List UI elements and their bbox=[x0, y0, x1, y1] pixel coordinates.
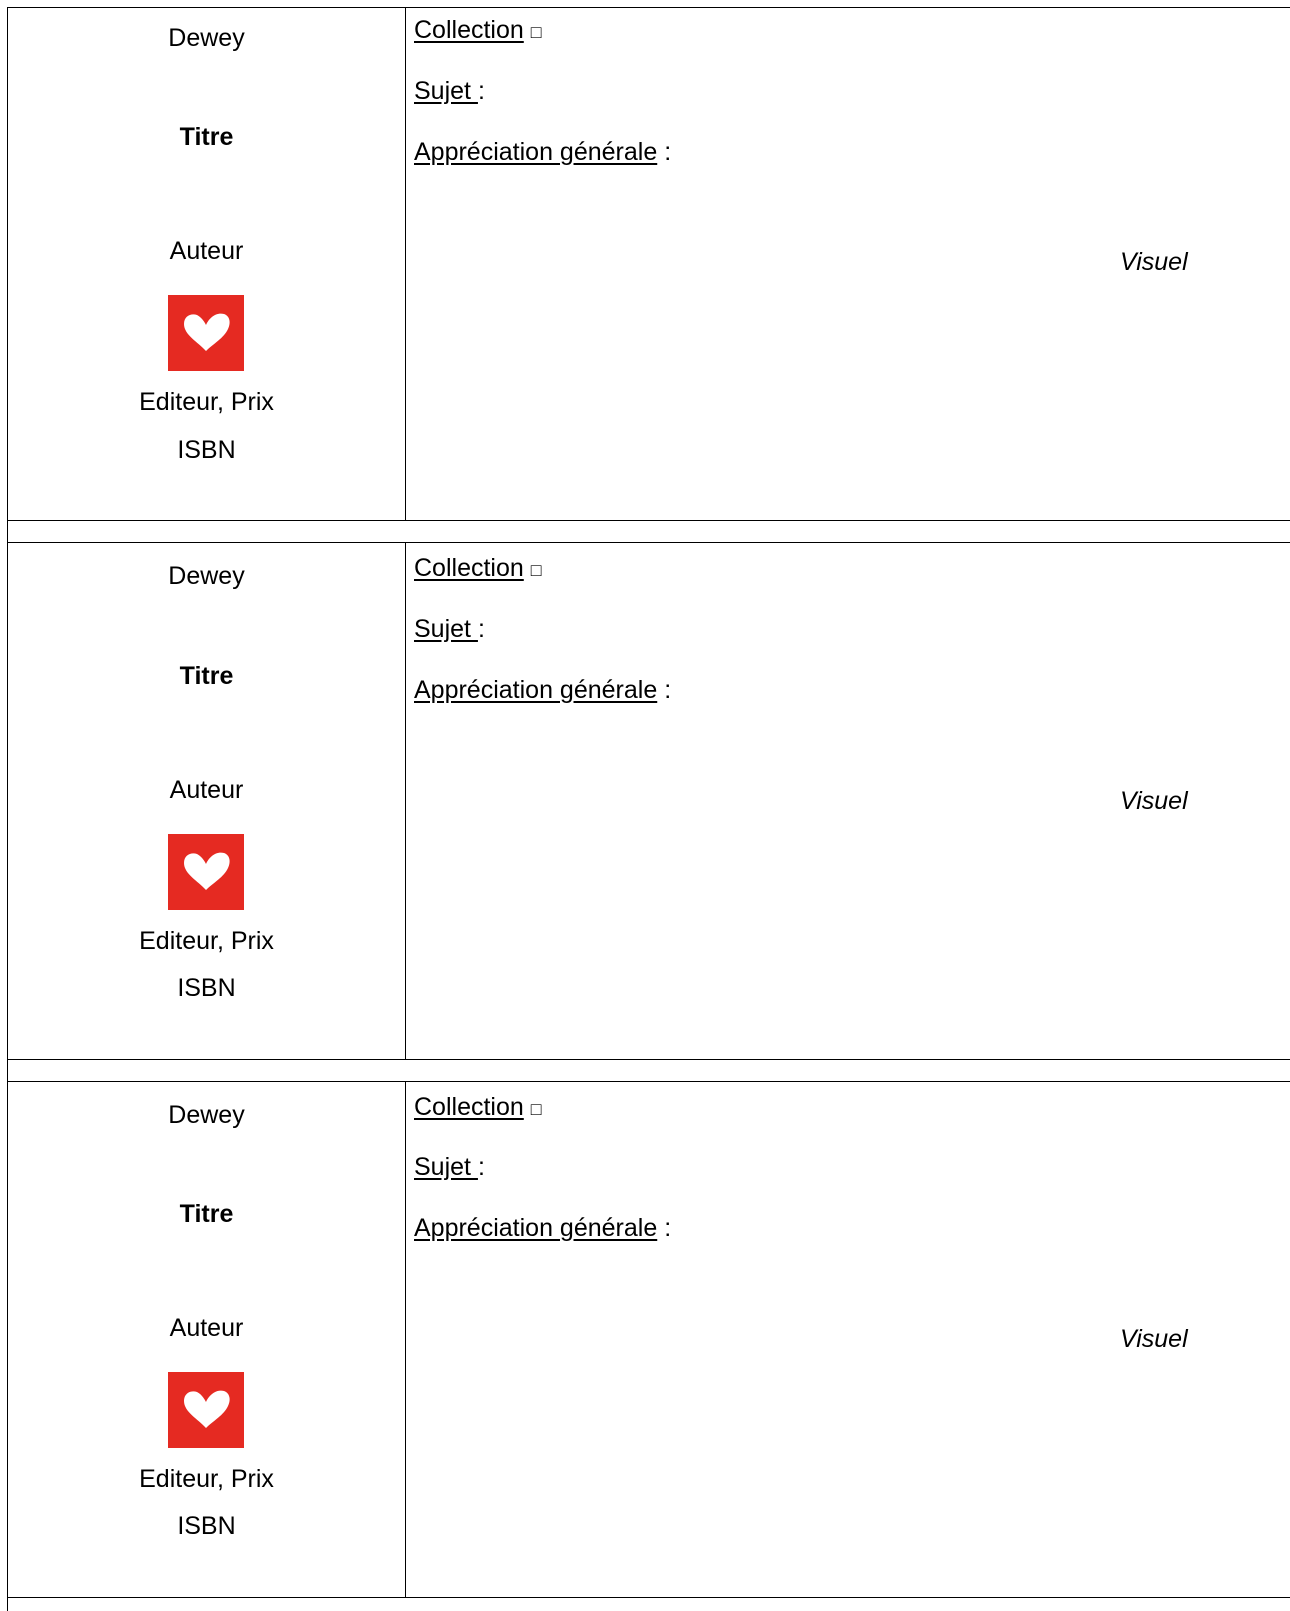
subject-line bbox=[414, 1152, 485, 1182]
appreciation-label: Appréciation générale bbox=[414, 1214, 658, 1242]
subject-line bbox=[414, 76, 485, 106]
book-card bbox=[0, 7, 1290, 527]
author-label: Auteur bbox=[169, 1314, 244, 1342]
appreciation-colon: : bbox=[664, 676, 672, 704]
visual-placeholder: Visuel bbox=[1120, 1325, 1188, 1353]
isbn-label: ISBN bbox=[177, 974, 236, 1002]
collection-checkbox: □ bbox=[530, 560, 542, 580]
collection-label: Collection bbox=[414, 1093, 524, 1121]
book-info-column bbox=[8, 7, 405, 527]
isbn-label: ISBN bbox=[177, 436, 236, 464]
collection-label: Collection bbox=[414, 16, 524, 44]
collection-line bbox=[414, 15, 542, 47]
appreciation-colon: : bbox=[664, 138, 672, 166]
book-info-column bbox=[8, 545, 405, 1065]
subject-label: Sujet bbox=[414, 1153, 478, 1181]
appreciation-label: Appréciation générale bbox=[414, 676, 658, 704]
dewey-label: Dewey bbox=[168, 1101, 245, 1129]
heart-icon bbox=[168, 1372, 244, 1448]
row-divider bbox=[7, 1081, 1290, 1082]
appreciation-line bbox=[414, 675, 671, 705]
author-label: Auteur bbox=[169, 776, 244, 804]
publisher-price-label: Editeur, Prix bbox=[139, 927, 274, 955]
collection-line bbox=[414, 1092, 542, 1124]
title-label: Titre bbox=[179, 1200, 234, 1228]
collection-label: Collection bbox=[414, 554, 524, 582]
row-divider bbox=[7, 542, 1290, 543]
collection-line bbox=[414, 553, 542, 585]
subject-line bbox=[414, 614, 485, 644]
appreciation-label: Appréciation générale bbox=[414, 138, 658, 166]
visual-placeholder: Visuel bbox=[1120, 787, 1188, 815]
collection-checkbox: □ bbox=[530, 22, 542, 42]
appreciation-line bbox=[414, 1213, 671, 1243]
visual-placeholder: Visuel bbox=[1120, 248, 1188, 276]
author-label: Auteur bbox=[169, 237, 244, 265]
isbn-label: ISBN bbox=[177, 1512, 236, 1540]
title-label: Titre bbox=[179, 123, 234, 151]
publisher-price-label: Editeur, Prix bbox=[139, 1465, 274, 1493]
collection-checkbox: □ bbox=[530, 1099, 542, 1119]
subject-colon: : bbox=[477, 1153, 485, 1181]
subject-colon: : bbox=[477, 615, 485, 643]
appreciation-line bbox=[414, 137, 671, 167]
title-label: Titre bbox=[179, 662, 234, 690]
appreciation-colon: : bbox=[664, 1214, 672, 1242]
publisher-price-label: Editeur, Prix bbox=[139, 388, 274, 416]
heart-icon bbox=[168, 295, 244, 371]
subject-colon: : bbox=[477, 77, 485, 105]
heart-icon bbox=[168, 834, 244, 910]
subject-label: Sujet bbox=[414, 77, 478, 105]
book-info-column bbox=[8, 1083, 405, 1603]
subject-label: Sujet bbox=[414, 615, 478, 643]
book-card bbox=[0, 545, 1290, 1065]
book-card bbox=[0, 1083, 1290, 1603]
dewey-label: Dewey bbox=[168, 562, 245, 590]
dewey-label: Dewey bbox=[168, 24, 245, 52]
